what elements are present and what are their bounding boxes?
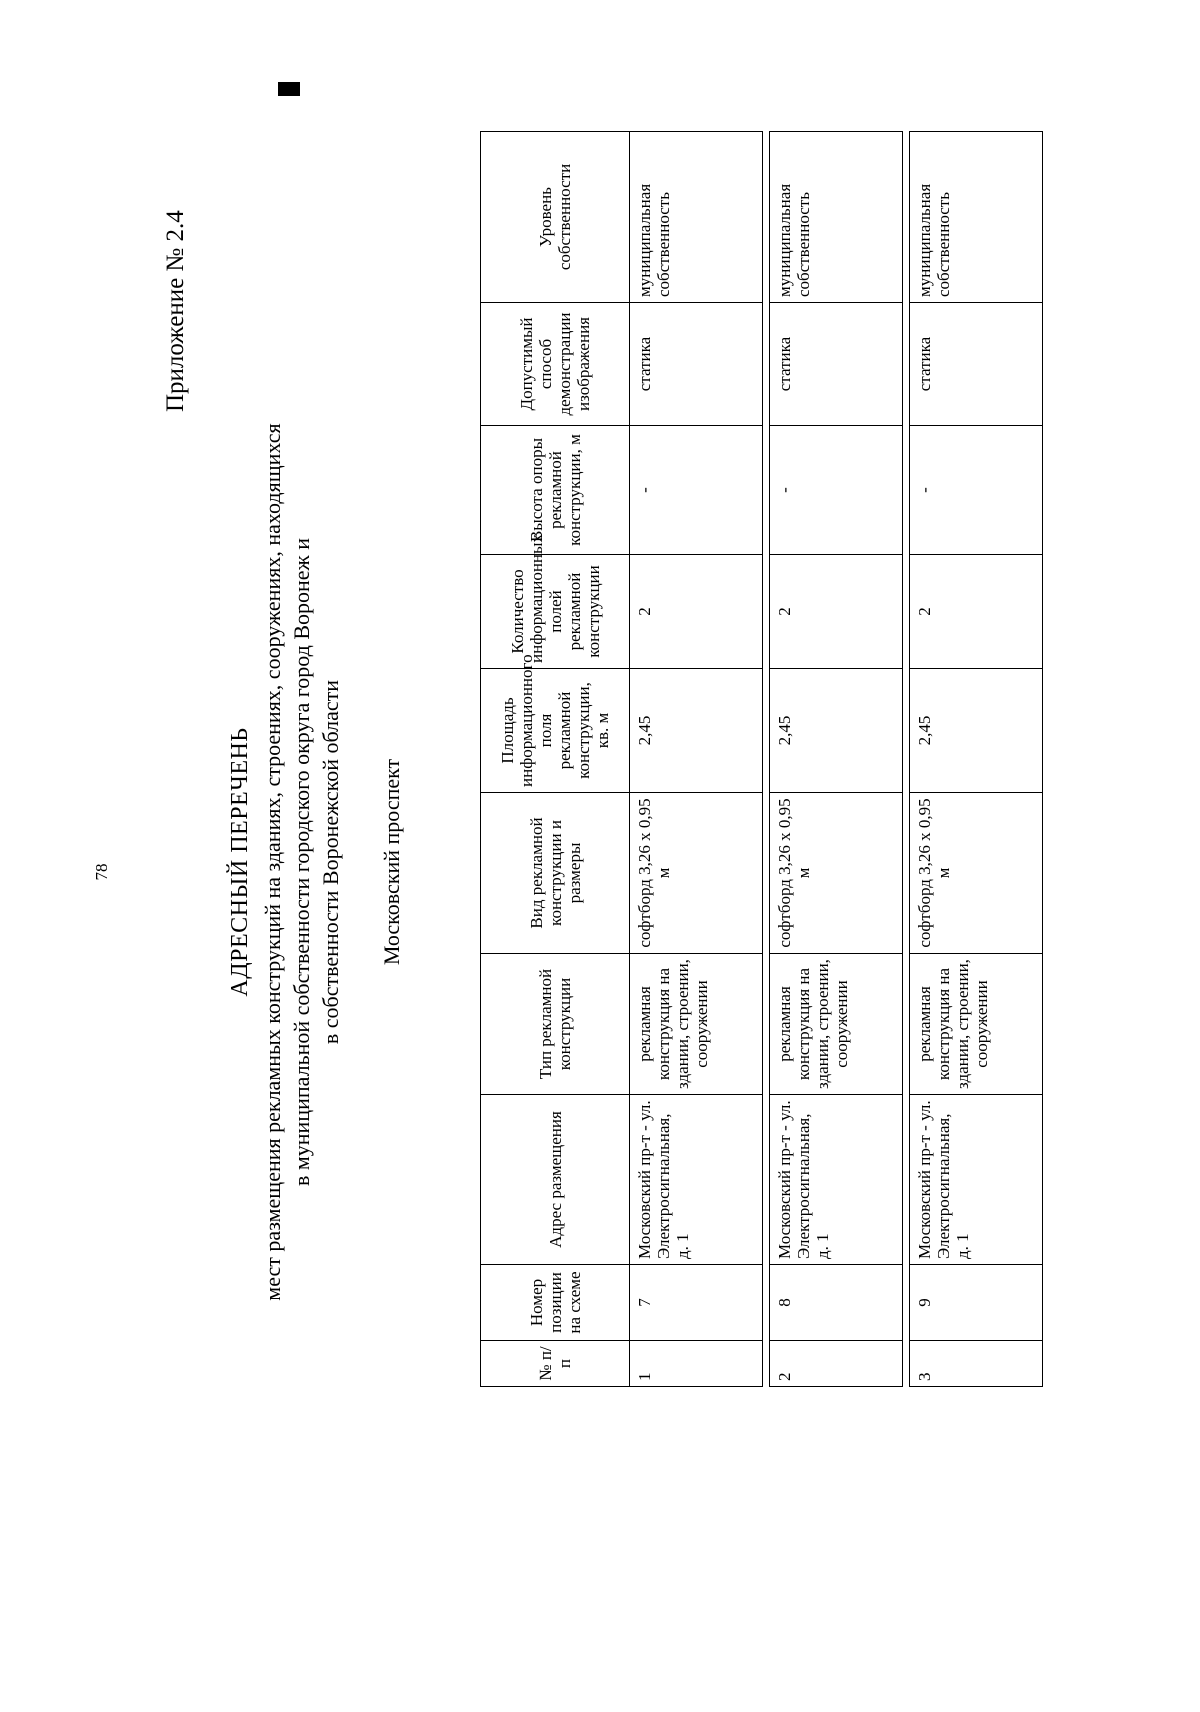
table-cell: софтборд 3,26 х 0,95 м (630, 793, 763, 954)
header-cell: Высота опоры рекламной конструкции, м (481, 426, 630, 555)
table-cell: статика (910, 303, 1043, 426)
table-cell: Московский пр-т - ул. Электросигнальная, д. 1 (910, 1095, 1043, 1265)
table-row (630, 132, 763, 1387)
title-block (222, 162, 405, 1562)
header-cell: Адрес размещения (481, 1095, 630, 1265)
table-cell: 3 (910, 1341, 1043, 1387)
header-cell: № п/п (481, 1341, 630, 1387)
table-cell: софтборд 3,26 х 0,95 м (770, 793, 903, 954)
table-cell: 2,45 (770, 669, 903, 793)
table-cell: рекламная конструкция на здании, строении, сооружении (770, 954, 903, 1095)
table-row (910, 132, 1043, 1387)
table-row (770, 132, 903, 1387)
table-cell: рекламная конструкция на здании, строении, сооружении (910, 954, 1043, 1095)
table-cell: 8 (770, 1265, 903, 1341)
header-cell: Уровень собственности (481, 132, 630, 303)
table-cell: 7 (630, 1265, 763, 1341)
table-header-row (481, 132, 630, 1387)
header-cell: Тип рекламной конструкции (481, 954, 630, 1095)
row-gap-cell (903, 132, 910, 1387)
table-cell: муниципальная собственность (910, 132, 1043, 303)
table-cell: - (630, 426, 763, 555)
header-cell: Вид рекламной конструкции и размеры (481, 793, 630, 954)
table-cell: - (770, 426, 903, 555)
table-cell: 2 (630, 555, 763, 669)
row-gap (763, 132, 770, 1387)
table-cell: 2 (770, 1341, 903, 1387)
header-cell: Площадь информационного поля рекламной конструкции, кв. м (481, 669, 630, 793)
table-cell: - (910, 426, 1043, 555)
table-cell: софтборд 3,26 х 0,95 м (910, 793, 1043, 954)
address-table (480, 131, 1043, 1387)
document-heading: АДРЕСНЫЙ ПЕРЕЧЕНЬ (227, 727, 253, 997)
title-line-2: в муниципальной собственности городского округа город Воронеж и (289, 537, 314, 1187)
header-cell: Допустимый способ демонстрации изображения (481, 303, 630, 426)
table-cell: 9 (910, 1265, 1043, 1341)
table-cell: рекламная конструкция на здании, строении, сооружении (630, 954, 763, 1095)
street-name: Московский проспект (379, 758, 404, 966)
scan-mark (278, 82, 300, 96)
table-cell: муниципальная собственность (770, 132, 903, 303)
row-gap-cell (763, 132, 770, 1387)
title-line-1: мест размещения рекламных конструкций на зданиях, строениях, сооружениях, находящихся (260, 423, 285, 1301)
title-line-3: в собственности Воронежской области (318, 679, 343, 1045)
table-cell: статика (770, 303, 903, 426)
table-cell: 1 (630, 1341, 763, 1387)
table-cell: статика (630, 303, 763, 426)
header-cell: Номер позиции на схеме (481, 1265, 630, 1341)
table-cell: 2,45 (630, 669, 763, 793)
appendix-label: Приложение № 2.4 (162, 210, 189, 412)
table-cell: 2 (770, 555, 903, 669)
page-number: 78 (92, 863, 111, 881)
table-cell: Московский пр-т - ул. Электросигнальная, д. 1 (770, 1095, 903, 1265)
table-cell: 2,45 (910, 669, 1043, 793)
table-cell: 2 (910, 555, 1043, 669)
header-cell: Количество информационных полей рекламной конструкции (481, 555, 630, 669)
row-gap (903, 132, 910, 1387)
table-cell: муниципальная собственность (630, 132, 763, 303)
table-cell: Московский пр-т - ул. Электросигнальная, д. 1 (630, 1095, 763, 1265)
